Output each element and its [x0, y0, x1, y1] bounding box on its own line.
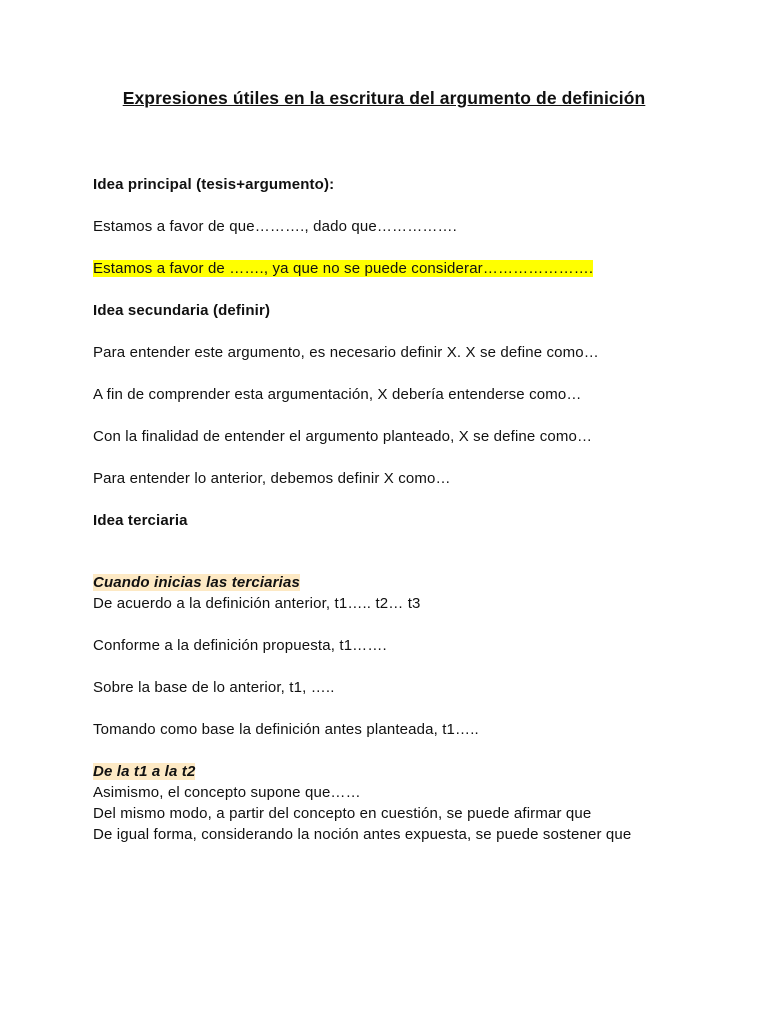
document-title: Expresiones útiles en la escritura del argumento de definición	[122, 88, 646, 108]
t1-t2-line-2: Del mismo modo, a partir del concepto en cuestión, se puede afirmar que	[93, 805, 592, 822]
secundaria-line-3: Con la finalidad de entender el argumento planteado, X se define como…	[93, 428, 593, 445]
terciaria-inicio-line-1: De acuerdo a la definición anterior, t1….. t2… t3	[93, 595, 421, 612]
terciaria-inicio-line-2: Conforme a la definición propuesta, t1…….	[93, 637, 387, 654]
terciaria-inicio-line-4: Tomando como base la definición antes planteada, t1…..	[93, 721, 479, 738]
t1-t2-line-3: De igual forma, considerando la noción antes expuesta, se puede sostener que	[93, 826, 632, 843]
secundaria-line-2: A fin de comprender esta argumentación, X debería entenderse como…	[93, 386, 582, 403]
yellow-highlight: Estamos a favor de ……., ya que no se puede considerar………………….	[93, 260, 594, 277]
principal-line-2-highlighted	[93, 259, 593, 278]
principal-line-1: Estamos a favor de que………., dado que…………….	[93, 218, 457, 235]
peach-highlight: Cuando inicias las terciarias	[93, 574, 300, 591]
heading-idea-terciaria: Idea terciaria	[93, 512, 188, 529]
secundaria-line-4: Para entender lo anterior, debemos definir X como…	[93, 470, 451, 487]
subheading-inicio-terciarias	[93, 573, 300, 592]
peach-highlight: De la t1 a la t2	[93, 763, 196, 780]
secundaria-line-1: Para entender este argumento, es necesario definir X. X se define como…	[93, 344, 599, 361]
heading-idea-principal: Idea principal (tesis+argumento):	[93, 176, 335, 193]
subheading-t1-a-t2	[93, 762, 195, 781]
t1-t2-line-1: Asimismo, el concepto supone que……	[93, 784, 361, 801]
heading-idea-secundaria: Idea secundaria (definir)	[93, 302, 271, 319]
terciaria-inicio-line-3: Sobre la base de lo anterior, t1, …..	[93, 679, 335, 696]
